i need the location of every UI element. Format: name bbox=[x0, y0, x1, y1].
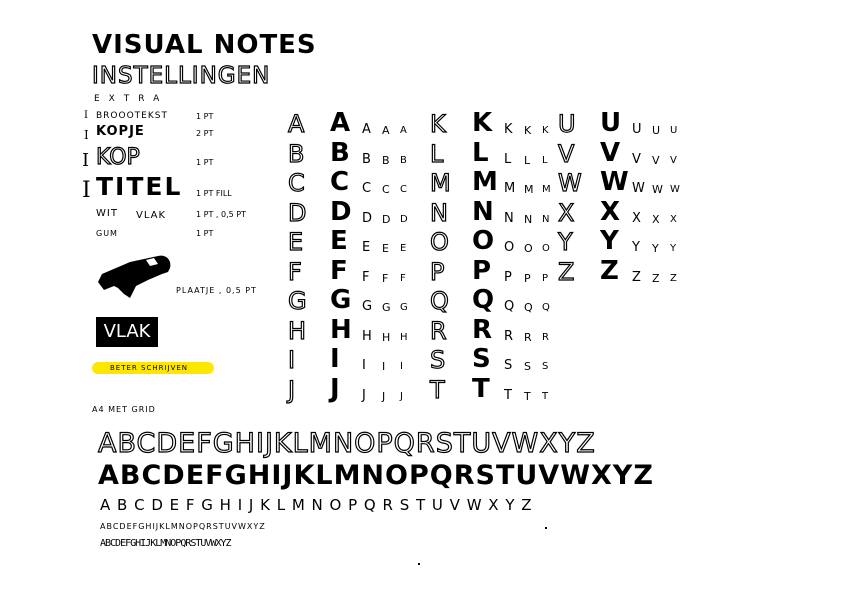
setting-label-kopje: KOPJE bbox=[96, 124, 145, 139]
highlight-label: BETER SCHRIJVEN bbox=[110, 364, 189, 372]
letter-z-style-4: Z bbox=[652, 271, 660, 285]
letter-p-style-4: P bbox=[524, 271, 531, 285]
letter-v-style-5: V bbox=[670, 154, 677, 166]
tick-mark: I bbox=[84, 110, 88, 121]
letter-n-style-2: N bbox=[472, 196, 494, 227]
setting-label-kop: KOP bbox=[96, 145, 140, 170]
letter-e-style-5: E bbox=[400, 243, 407, 254]
letter-p-style-3: P bbox=[504, 269, 512, 285]
letter-g-style-1: G bbox=[288, 287, 307, 315]
letter-c-style-2: C bbox=[330, 167, 350, 197]
letter-n-style-4: N bbox=[524, 212, 533, 226]
letter-d-style-3: D bbox=[362, 210, 373, 226]
letter-e-style-2: E bbox=[330, 226, 348, 256]
letter-i-style-3: I bbox=[362, 358, 366, 373]
letter-y-style-3: Y bbox=[632, 240, 640, 255]
letter-v-style-2: V bbox=[600, 137, 621, 168]
letter-l-style-5: L bbox=[542, 154, 548, 166]
letter-e-style-4: E bbox=[382, 242, 389, 255]
letter-t-style-4: T bbox=[524, 389, 531, 403]
letter-v-style-4: V bbox=[652, 153, 660, 167]
setting-value-kopje: 2 PT bbox=[196, 129, 214, 138]
letter-x-style-5: X bbox=[670, 213, 677, 225]
letter-i-style-4: I bbox=[382, 360, 386, 373]
letter-l-style-4: L bbox=[524, 153, 531, 167]
letter-q-style-5: Q bbox=[542, 302, 550, 313]
letter-q-style-1: Q bbox=[430, 287, 449, 315]
letter-s-style-3: S bbox=[504, 358, 513, 373]
setting-value-wit-vlak: 1 PT , 0,5 PT bbox=[196, 210, 246, 219]
letter-k-style-1: K bbox=[430, 110, 446, 138]
letter-t-style-2: T bbox=[472, 373, 490, 404]
grid-note: A4 MET GRID bbox=[92, 405, 156, 414]
letter-j-style-2: J bbox=[330, 373, 340, 404]
letter-r-style-1: R bbox=[430, 316, 447, 345]
letter-d-style-5: D bbox=[400, 213, 408, 225]
letter-s-style-4: S bbox=[524, 360, 531, 373]
letter-v-style-3: V bbox=[632, 151, 641, 167]
page-title: VISUAL NOTES bbox=[92, 30, 317, 60]
letter-f-style-1: F bbox=[288, 257, 302, 286]
letter-s-style-5: S bbox=[542, 361, 549, 372]
letter-g-style-4: G bbox=[382, 301, 391, 314]
letter-f-style-5: F bbox=[400, 272, 406, 284]
setting-value-broodtekst: 1 PT bbox=[196, 112, 214, 121]
setting-label-vlak: VLAK bbox=[136, 210, 167, 221]
letter-b-style-4: B bbox=[382, 153, 390, 167]
letter-j-style-3: J bbox=[362, 387, 366, 403]
letter-b-style-3: B bbox=[362, 151, 371, 167]
plaatje-sketch bbox=[96, 250, 176, 304]
letter-o-style-1: O bbox=[430, 228, 449, 256]
letter-u-style-3: U bbox=[632, 122, 642, 137]
letter-s-style-1: S bbox=[430, 346, 446, 374]
letter-v-style-1: V bbox=[558, 139, 575, 168]
dot bbox=[545, 527, 547, 529]
letter-j-style-1: J bbox=[288, 375, 296, 404]
letter-h-style-3: H bbox=[362, 328, 372, 344]
letter-e-style-3: E bbox=[362, 240, 371, 255]
letter-w-style-5: W bbox=[670, 184, 680, 195]
letter-b-style-1: B bbox=[288, 139, 305, 168]
letter-d-style-1: D bbox=[288, 198, 307, 227]
letter-r-style-4: R bbox=[524, 330, 532, 344]
letter-w-style-1: W bbox=[558, 169, 582, 197]
letter-i-style-1: I bbox=[288, 346, 296, 374]
letter-j-style-5: J bbox=[400, 390, 403, 402]
letter-p-style-5: P bbox=[542, 272, 549, 284]
alphabet-small: ABCDEFGHIJKLMNOPQRSTUVWXYZ bbox=[100, 522, 266, 531]
letter-i-style-5: I bbox=[400, 361, 403, 372]
extra-heading: EXTRA bbox=[94, 94, 169, 104]
letter-w-style-2: W bbox=[600, 167, 629, 197]
tick-mark: I bbox=[84, 128, 89, 142]
letter-w-style-4: W bbox=[652, 183, 663, 196]
letter-h-style-4: H bbox=[382, 330, 391, 344]
setting-label-wit: WIT bbox=[96, 208, 118, 219]
letter-u-style-1: U bbox=[558, 110, 576, 138]
letter-z-style-5: Z bbox=[670, 272, 677, 284]
letter-l-style-1: L bbox=[430, 139, 444, 168]
letter-m-style-2: M bbox=[472, 167, 498, 197]
letter-w-style-3: W bbox=[632, 181, 645, 196]
tick-mark: I bbox=[82, 178, 91, 203]
letter-t-style-3: T bbox=[504, 387, 512, 403]
letter-m-style-1: M bbox=[430, 169, 451, 197]
dot bbox=[418, 563, 420, 565]
letter-a-style-1: A bbox=[288, 110, 305, 138]
alphabet-outline: ABCDEFGHIJKLMNOPQRSTUVWXYZ bbox=[98, 428, 596, 459]
letter-o-style-3: O bbox=[504, 240, 515, 255]
letter-r-style-5: R bbox=[542, 331, 549, 343]
letter-d-style-4: D bbox=[382, 212, 391, 226]
vlak-block: VLAK bbox=[96, 317, 158, 347]
letter-k-style-5: K bbox=[542, 125, 549, 136]
letter-c-style-5: C bbox=[400, 184, 407, 195]
letter-c-style-1: C bbox=[288, 169, 305, 197]
letter-c-style-4: C bbox=[382, 183, 390, 196]
letter-o-style-4: O bbox=[524, 242, 533, 255]
setting-value-gum: 1 PT bbox=[196, 229, 214, 238]
letter-a-style-5: A bbox=[400, 125, 407, 136]
letter-c-style-3: C bbox=[362, 181, 372, 196]
letter-k-style-4: K bbox=[524, 124, 532, 137]
letter-r-style-3: R bbox=[504, 328, 514, 344]
letter-m-style-5: M bbox=[542, 184, 551, 195]
letter-s-style-2: S bbox=[472, 344, 491, 374]
letter-o-style-2: O bbox=[472, 226, 495, 256]
letter-n-style-1: N bbox=[430, 198, 448, 227]
letter-e-style-1: E bbox=[288, 228, 304, 256]
page-subtitle: INSTELLINGEN bbox=[92, 63, 271, 89]
letter-q-style-3: Q bbox=[504, 299, 515, 314]
letter-f-style-3: F bbox=[362, 269, 370, 285]
letter-y-style-1: Y bbox=[558, 228, 573, 256]
letter-m-style-3: M bbox=[504, 181, 516, 196]
letter-a-style-4: A bbox=[382, 124, 390, 137]
letter-b-style-2: B bbox=[330, 137, 350, 168]
letter-l-style-2: L bbox=[472, 137, 489, 168]
letter-b-style-5: B bbox=[400, 154, 407, 166]
letter-y-style-2: Y bbox=[600, 226, 619, 256]
letter-j-style-4: J bbox=[382, 389, 386, 403]
setting-label-gum: GUM bbox=[96, 229, 118, 238]
letter-k-style-3: K bbox=[504, 122, 513, 137]
letter-u-style-2: U bbox=[600, 108, 622, 138]
letter-x-style-1: X bbox=[558, 198, 575, 227]
letter-z-style-2: Z bbox=[600, 255, 619, 286]
letter-g-style-5: G bbox=[400, 302, 408, 313]
letter-q-style-4: Q bbox=[524, 301, 533, 314]
letter-o-style-5: O bbox=[542, 243, 550, 254]
letter-y-style-4: Y bbox=[652, 242, 659, 255]
setting-value-titel: 1 PT FILL bbox=[196, 189, 232, 198]
letter-y-style-5: Y bbox=[670, 243, 677, 254]
letter-t-style-5: T bbox=[542, 390, 549, 402]
setting-label-broodtekst: BROOOTEKST bbox=[96, 111, 168, 121]
letter-h-style-1: H bbox=[288, 316, 307, 345]
letter-r-style-2: R bbox=[472, 314, 493, 345]
letter-h-style-5: H bbox=[400, 331, 408, 343]
letter-t-style-1: T bbox=[430, 375, 445, 404]
letter-p-style-2: P bbox=[472, 255, 492, 286]
letter-u-style-5: U bbox=[670, 125, 678, 136]
letter-z-style-1: Z bbox=[558, 257, 575, 286]
letter-g-style-3: G bbox=[362, 299, 373, 314]
letter-z-style-3: Z bbox=[632, 269, 641, 285]
letter-l-style-3: L bbox=[504, 151, 512, 167]
letter-p-style-1: P bbox=[430, 257, 445, 286]
plaatje-label: PLAATJE , 0,5 PT bbox=[176, 286, 257, 295]
letter-m-style-4: M bbox=[524, 183, 534, 196]
alphabet-spaced: A B C D E F G H I J K L M N O P Q R S T U V W X Y Z bbox=[100, 496, 533, 514]
letter-n-style-5: N bbox=[542, 213, 550, 225]
letter-d-style-2: D bbox=[330, 196, 352, 227]
letter-f-style-2: F bbox=[330, 255, 348, 286]
letter-i-style-2: I bbox=[330, 344, 340, 374]
setting-label-titel: TITEL bbox=[96, 172, 183, 201]
alphabet-condensed: ABCDEFGHIJKLMNOPQRSTUVWXYZ bbox=[100, 538, 231, 549]
letter-x-style-4: X bbox=[652, 212, 660, 226]
letter-a-style-2: A bbox=[330, 108, 351, 138]
letter-u-style-4: U bbox=[652, 124, 661, 137]
setting-value-kop: 1 PT bbox=[196, 158, 214, 167]
letter-x-style-3: X bbox=[632, 210, 641, 226]
letter-q-style-2: Q bbox=[472, 285, 495, 315]
letter-h-style-2: H bbox=[330, 314, 352, 345]
letter-g-style-2: G bbox=[330, 285, 352, 315]
letter-a-style-3: A bbox=[362, 122, 371, 137]
letter-k-style-2: K bbox=[472, 108, 493, 138]
letter-f-style-4: F bbox=[382, 271, 389, 285]
letter-x-style-2: X bbox=[600, 196, 621, 227]
letter-n-style-3: N bbox=[504, 210, 514, 226]
alphabet-heavy: ABCDEFGHIJKLMNOPQRSTUVWXYZ bbox=[98, 460, 654, 491]
tick-mark: I bbox=[82, 150, 90, 171]
